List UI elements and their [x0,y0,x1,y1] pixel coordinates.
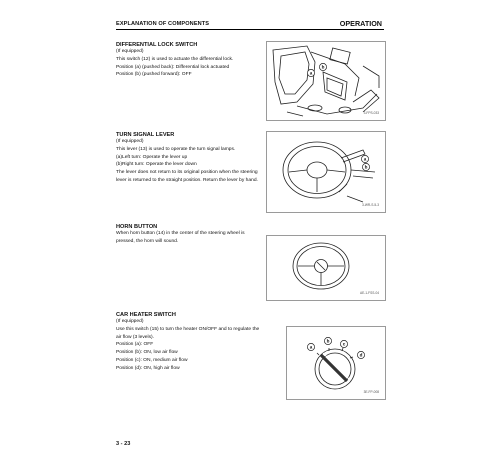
section-title-differential-lock: DIFFERENTIAL LOCK SWITCH [116,42,198,48]
body-line: air flow (3 levels). [116,334,155,340]
body-line: Position (a): OFF [116,342,154,348]
running-header-chapter: OPERATION [339,19,382,28]
section-body-turn-signal [116,138,258,185]
callout-label-a: a [363,156,367,162]
callout-label-b: b [321,64,325,70]
figure-id: 3E-FP-008 [363,390,379,394]
body-line: This switch (12) is used to actuate the differential lock. [116,56,234,62]
section-body-car-heater [116,318,259,373]
body-line: Position (c): ON, medium air flow [116,357,188,363]
section-body-horn-button [116,230,245,246]
page-number: 3 - 23 [116,441,131,447]
figure-id: AE-1-FSS-04 [360,291,379,295]
figure-id: 3-FPS-033 [363,111,379,115]
section-title-car-heater: CAR HEATER SWITCH [116,312,176,318]
figure-car-heater [286,326,386,400]
body-line: Position (b): ON, low air flow [116,350,178,356]
body-line: (If equipped) [116,49,144,54]
body-line: lever is returned to the straight position. Return the lever by hand. [116,177,258,183]
figure-horn-button [266,235,386,301]
body-line: (If equipped) [116,139,144,144]
body-line: This lever (13) is used to operate the turn signal lamps. [116,146,236,152]
heater-knob-illustration [287,327,385,399]
figure-id: 3-WR-S-5-3 [361,203,379,207]
header-rule [116,29,384,30]
callout-label-d: d [359,352,363,358]
differential-lock-illustration [267,42,385,120]
body-line: Position (d): ON, high air flow [116,365,180,371]
body-line: Position (a) (pushed back): Differential lock actuated [116,64,230,70]
callout-label-c: c [342,341,346,347]
body-line: The lever does not return to its original position when the steering [116,170,258,176]
figure-differential-lock [266,41,386,121]
body-line: When horn button (14) in the center of the steering wheel is [116,231,245,236]
running-header-section: EXPLANATION OF COMPONENTS [116,21,210,27]
section-title-turn-signal: TURN SIGNAL LEVER [116,132,175,138]
section-body-differential-lock [116,48,233,79]
steering-wheel-lever-illustration [267,132,385,212]
body-line: Position (b) (pushed forward): OFF [116,72,192,78]
figure-turn-signal [266,131,386,213]
callout-label-b: b [326,338,330,344]
body-line: (a)Left turn: Operate the lever up [116,154,188,160]
callout-label-a: a [309,344,313,350]
callout-label-b: b [364,164,368,170]
body-line: pressed, the horn will sound. [116,238,179,244]
section-title-horn-button: HORN BUTTON [116,224,158,230]
body-line: (b)Right turn: Operate the lever down [116,162,197,168]
body-line: Use this switch (15) to turn the heater ON/OFF and to regulate the [116,326,260,332]
callout-label-a: a [309,70,313,76]
body-line: (If equipped) [116,319,144,324]
